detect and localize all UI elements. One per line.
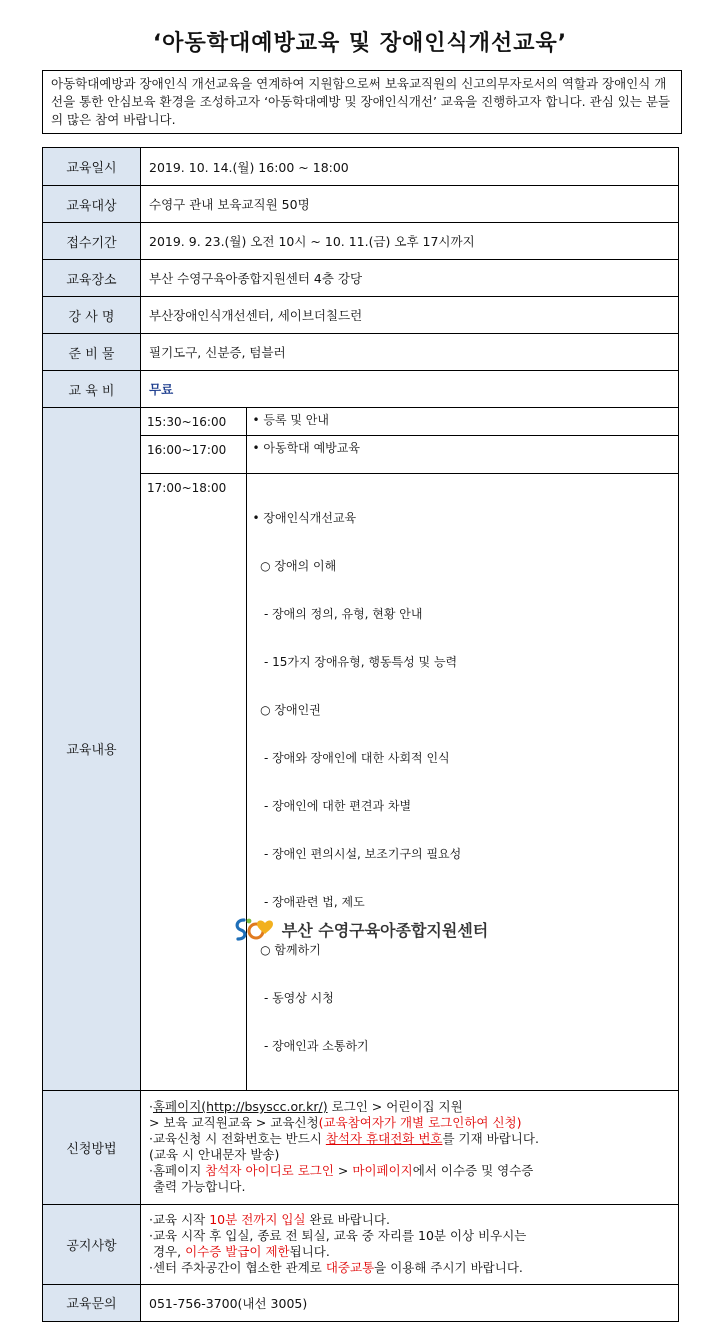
center-logo-icon (232, 916, 276, 942)
apply-highlight-5: 참석자 아이디로 로그인 (205, 1163, 334, 1178)
row-date (43, 148, 679, 186)
schedule-line: - 장애의 정의, 유형, 현황 안내 (252, 606, 423, 621)
value-inquiry: 051-756-3700(내선 3005) (141, 1284, 679, 1321)
row-apply (43, 1090, 679, 1204)
label-apply: 신청방법 (43, 1090, 141, 1204)
schedule-row (141, 408, 678, 435)
notice-text-1a: ·교육 시작 (149, 1212, 210, 1227)
label-date: 교육일시 (43, 148, 141, 186)
apply-text (141, 1090, 679, 1204)
apply-text-5b: > (333, 1163, 353, 1178)
row-lecturer (43, 297, 679, 334)
notice-highlight-4: 대중교통 (325, 1260, 375, 1275)
schedule-line: - 장애와 장애인에 대한 사회적 인식 (252, 750, 450, 765)
apply-text-5a: ·홈페이지 (149, 1163, 206, 1178)
apply-highlight-2: (교육참여자가 개별 로그인하여 신청) (318, 1115, 522, 1130)
footer (0, 915, 720, 943)
notice-text (141, 1204, 679, 1284)
schedule-desc (246, 473, 678, 1090)
schedule-table (141, 408, 678, 1090)
row-target (43, 186, 679, 223)
apply-highlight-5b: 마이페이지 (352, 1163, 413, 1178)
schedule-time: 15:30~16:00 (141, 408, 246, 435)
apply-highlight-3: 참석자 휴대전화 번호 (325, 1131, 443, 1146)
notice-highlight-3: 이수증 발급이 제한 (185, 1244, 290, 1259)
schedule-line: - 장애인에 대한 편견과 차별 (252, 798, 412, 813)
schedule-line: - 장애인과 소통하기 (252, 1038, 369, 1053)
schedule-time: 17:00~18:00 (141, 473, 246, 1090)
schedule-line: - 장애인 편의시설, 보조기구의 필요성 (252, 846, 462, 861)
apply-text-1a: · (149, 1099, 153, 1114)
notice-text-2: ·교육 시작 후 입실, 종료 전 퇴실, 교육 중 자리를 10분 이상 비우시는 (149, 1228, 527, 1243)
intro-box: 아동학대예방과 장애인식 개선교육을 연계하여 지원함으로써 보육교직원의 신고의무자로서의 역할과 장애인식 개선을 통한 안심보육 환경을 조성하고자 ‘아동학대예방 및 장애인식개선’ 교육을 진행하고자 합니다. 관심 있는 분들의 많은 참여 바랍니다. (42, 70, 682, 134)
schedule-cell (141, 408, 679, 1091)
schedule-line: • 등록 및 안내 (252, 413, 329, 427)
notice-text-1b: 완료 바랍니다. (305, 1212, 390, 1227)
schedule-line: • 장애인식개선교육 (252, 510, 357, 525)
schedule-line: ○ 함께하기 (252, 942, 321, 957)
info-table (42, 147, 679, 1322)
value-period: 2019. 9. 23.(월) 오전 10시 ~ 10. 11.(금) 오후 17시까지 (141, 223, 679, 260)
apply-text-1b: 로그인 > 어린이집 지원 (327, 1099, 463, 1114)
schedule-line: ○ 장애인권 (252, 702, 321, 717)
schedule-row (141, 473, 678, 1090)
row-notice (43, 1204, 679, 1284)
value-fee: 무료 (141, 371, 679, 408)
apply-text-6: 출력 가능합니다. (149, 1179, 246, 1194)
label-inquiry: 교육문의 (43, 1284, 141, 1321)
value-place: 부산 수영구육아종합지원센터 4층 강당 (141, 260, 679, 297)
schedule-desc (246, 435, 678, 473)
page-title: ‘아동학대예방교육 및 장애인식개선교육’ (152, 31, 568, 56)
row-period (43, 223, 679, 260)
notice-highlight-1: 10분 전까지 입실 (209, 1212, 306, 1227)
label-target: 교육대상 (43, 186, 141, 223)
label-content: 교육내용 (43, 408, 141, 1091)
notice-text-3a: 경우, (149, 1244, 186, 1259)
row-fee (43, 371, 679, 408)
label-notice: 공지사항 (43, 1204, 141, 1284)
schedule-row (141, 435, 678, 473)
apply-text-3a: ·교육신청 시 전화번호는 반드시 (149, 1131, 326, 1146)
row-supplies (43, 334, 679, 371)
schedule-line: • 아동학대 예방교육 (252, 440, 360, 455)
value-lecturer: 부산장애인식개선센터, 세이브더칠드런 (141, 297, 679, 334)
row-place (43, 260, 679, 297)
homepage-link[interactable]: 홈페이지(http://bsyscc.or.kr/) (152, 1099, 328, 1114)
value-target: 수영구 관내 보육교직원 50명 (141, 186, 679, 223)
schedule-line: - 동영상 시청 (252, 990, 334, 1005)
schedule-line: ○ 장애의 이해 (252, 558, 337, 573)
apply-text-2a: > 보육 교직원교육 > 교육신청 (149, 1115, 319, 1130)
row-content (43, 408, 679, 1091)
row-inquiry (43, 1284, 679, 1321)
label-fee: 교 육 비 (43, 371, 141, 408)
notice-text-4a: ·센터 주차공간이 협소한 관계로 (149, 1260, 326, 1275)
value-supplies: 필기도구, 신분증, 텀블러 (141, 334, 679, 371)
notice-text-4b: 을 이용해 주시기 바랍니다. (374, 1260, 523, 1275)
apply-text-5c: 에서 이수증 및 영수증 (412, 1163, 534, 1178)
schedule-line: - 15가지 장애유형, 행동특성 및 능력 (252, 654, 458, 669)
apply-text-4: (교육 시 안내문자 발송) (149, 1147, 280, 1162)
notice-text-3b: 됩니다. (289, 1244, 330, 1259)
label-period: 접수기간 (43, 223, 141, 260)
schedule-line: - 장애관련 법, 제도 (252, 894, 365, 909)
schedule-desc (246, 408, 678, 435)
schedule-time: 16:00~17:00 (141, 435, 246, 473)
label-place: 교육장소 (43, 260, 141, 297)
label-supplies: 준 비 물 (43, 334, 141, 371)
value-date: 2019. 10. 14.(월) 16:00 ~ 18:00 (141, 148, 679, 186)
apply-text-3b: 를 기재 바랍니다. (442, 1131, 539, 1146)
label-lecturer: 강 사 명 (43, 297, 141, 334)
footer-org-name: 부산 수영구육아종합지원센터 (281, 920, 489, 940)
